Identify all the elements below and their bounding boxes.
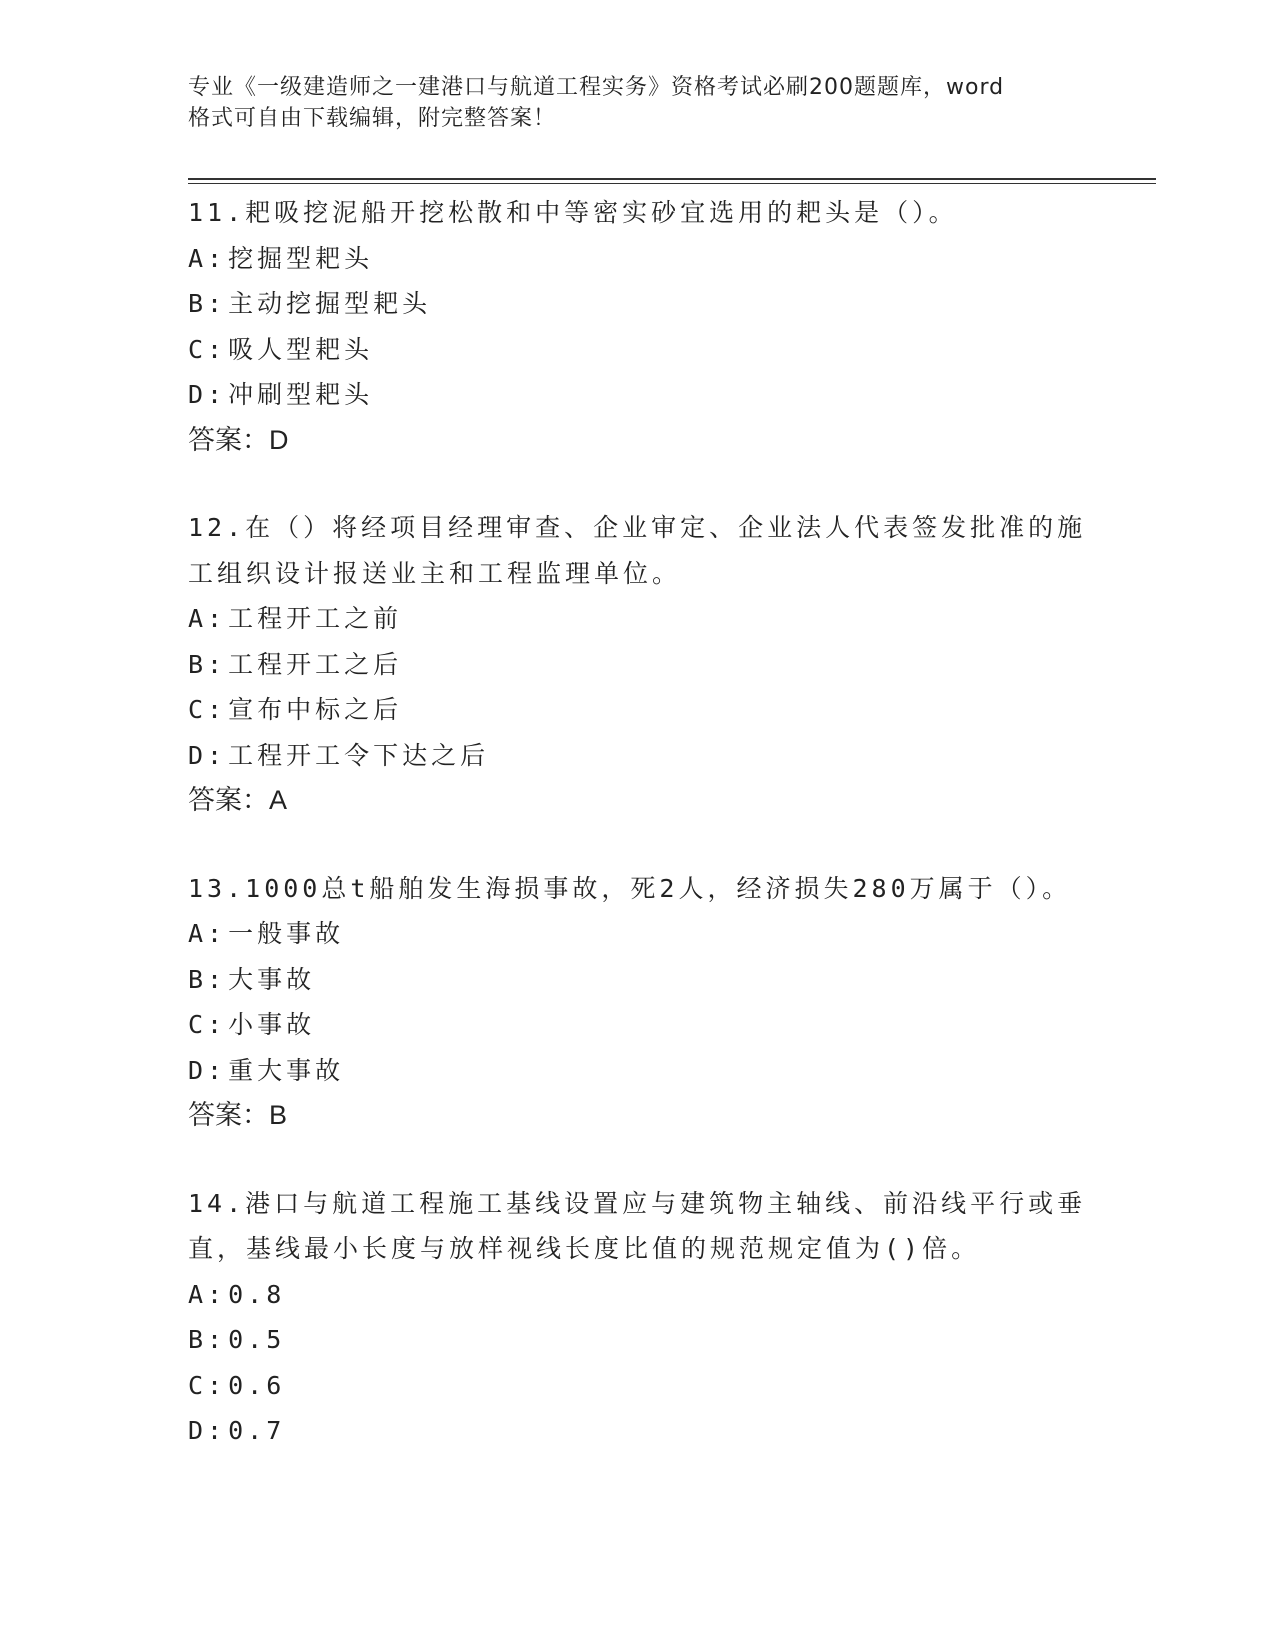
option-letter: A: [188,243,227,273]
option-letter: C: [188,1370,227,1400]
answer-option [188,596,1088,642]
option-text: 冲刷型耙头 [228,380,374,409]
answer-option [188,733,1088,779]
option-letter: A: [188,1279,227,1309]
header-divider-thick [188,178,1156,180]
answer-option [188,1317,1088,1363]
answer-option [188,687,1088,733]
answer-option [188,1002,1088,1048]
answer-option [188,642,1088,688]
answer-option [188,957,1088,1003]
answer-option [188,1272,1088,1318]
option-letter: D: [188,1055,227,1085]
option-letter: B: [188,964,227,994]
option-letter: B: [188,649,227,679]
option-letter: D: [188,380,227,409]
answer-option [188,327,1088,373]
option-letter: A: [188,604,227,633]
answer-option [188,1048,1088,1094]
option-letter: B: [188,1325,227,1354]
question-text-line: 12.在（）将经项目经理审查、企业审定、企业法人代表签发批准的施 [188,513,1087,542]
answer-key: 答案：B [188,1100,288,1130]
header-line-2: 格式可自由下载编辑，附完整答案！ [188,106,557,131]
question-text-line: 工组织设计报送业主和工程监理单位。 [188,558,682,588]
question-block [188,190,1088,463]
header-line-1: 专业《一级建造师之一建港口与航道工程实务》资格考试必刷200题题库，word [188,75,1005,100]
option-text: 大事故 [228,964,316,994]
answer-option [188,911,1088,957]
option-text: 0.8 [228,1279,286,1309]
option-text: 工程开工令下达之后 [228,740,490,770]
question-text-line: 14.港口与航道工程施工基线设置应与建筑物主轴线、前沿线平行或垂 [188,1188,1087,1218]
option-letter: D: [188,740,227,770]
option-letter: B: [188,289,227,318]
question-block [188,505,1088,824]
document-header [188,72,1088,134]
answer-option [188,372,1088,418]
option-text: 0.5 [228,1325,286,1354]
option-text: 0.7 [228,1416,286,1445]
option-letter: A: [188,919,227,948]
question-block [188,1181,1088,1454]
question-text-line: 直，基线最小长度与放样视线长度比值的规范规定值为()倍。 [188,1234,981,1263]
option-text: 工程开工之后 [228,649,403,679]
option-text: 主动挖掘型耙头 [228,289,432,318]
option-text: 宣布中标之后 [228,695,403,724]
question-text-line: 11.耙吸挖泥船开挖松散和中等密实砂宜选用的耙头是（）。 [188,198,958,227]
option-text: 挖掘型耙头 [228,243,374,273]
answer-option [188,1408,1088,1454]
answer-option [188,1363,1088,1409]
option-text: 小事故 [228,1010,316,1039]
question-text-line: 13.1000总t船舶发生海损事故，死2人，经济损失280万属于（）。 [188,873,1072,903]
option-text: 吸人型耙头 [228,334,374,364]
option-text: 重大事故 [228,1055,345,1085]
question-block [188,866,1088,1139]
option-text: 0.6 [228,1370,286,1400]
answer-key: 答案：A [188,785,288,815]
option-text: 工程开工之前 [228,604,403,633]
answer-option [188,281,1088,327]
option-letter: C: [188,695,227,724]
answer-key: 答案：D [188,424,289,455]
answer-option [188,236,1088,282]
option-letter: C: [188,334,227,364]
option-letter: C: [188,1010,227,1039]
header-divider-thin [188,183,1156,184]
option-letter: D: [188,1416,227,1445]
option-text: 一般事故 [228,919,345,948]
question-list [188,190,1088,1496]
